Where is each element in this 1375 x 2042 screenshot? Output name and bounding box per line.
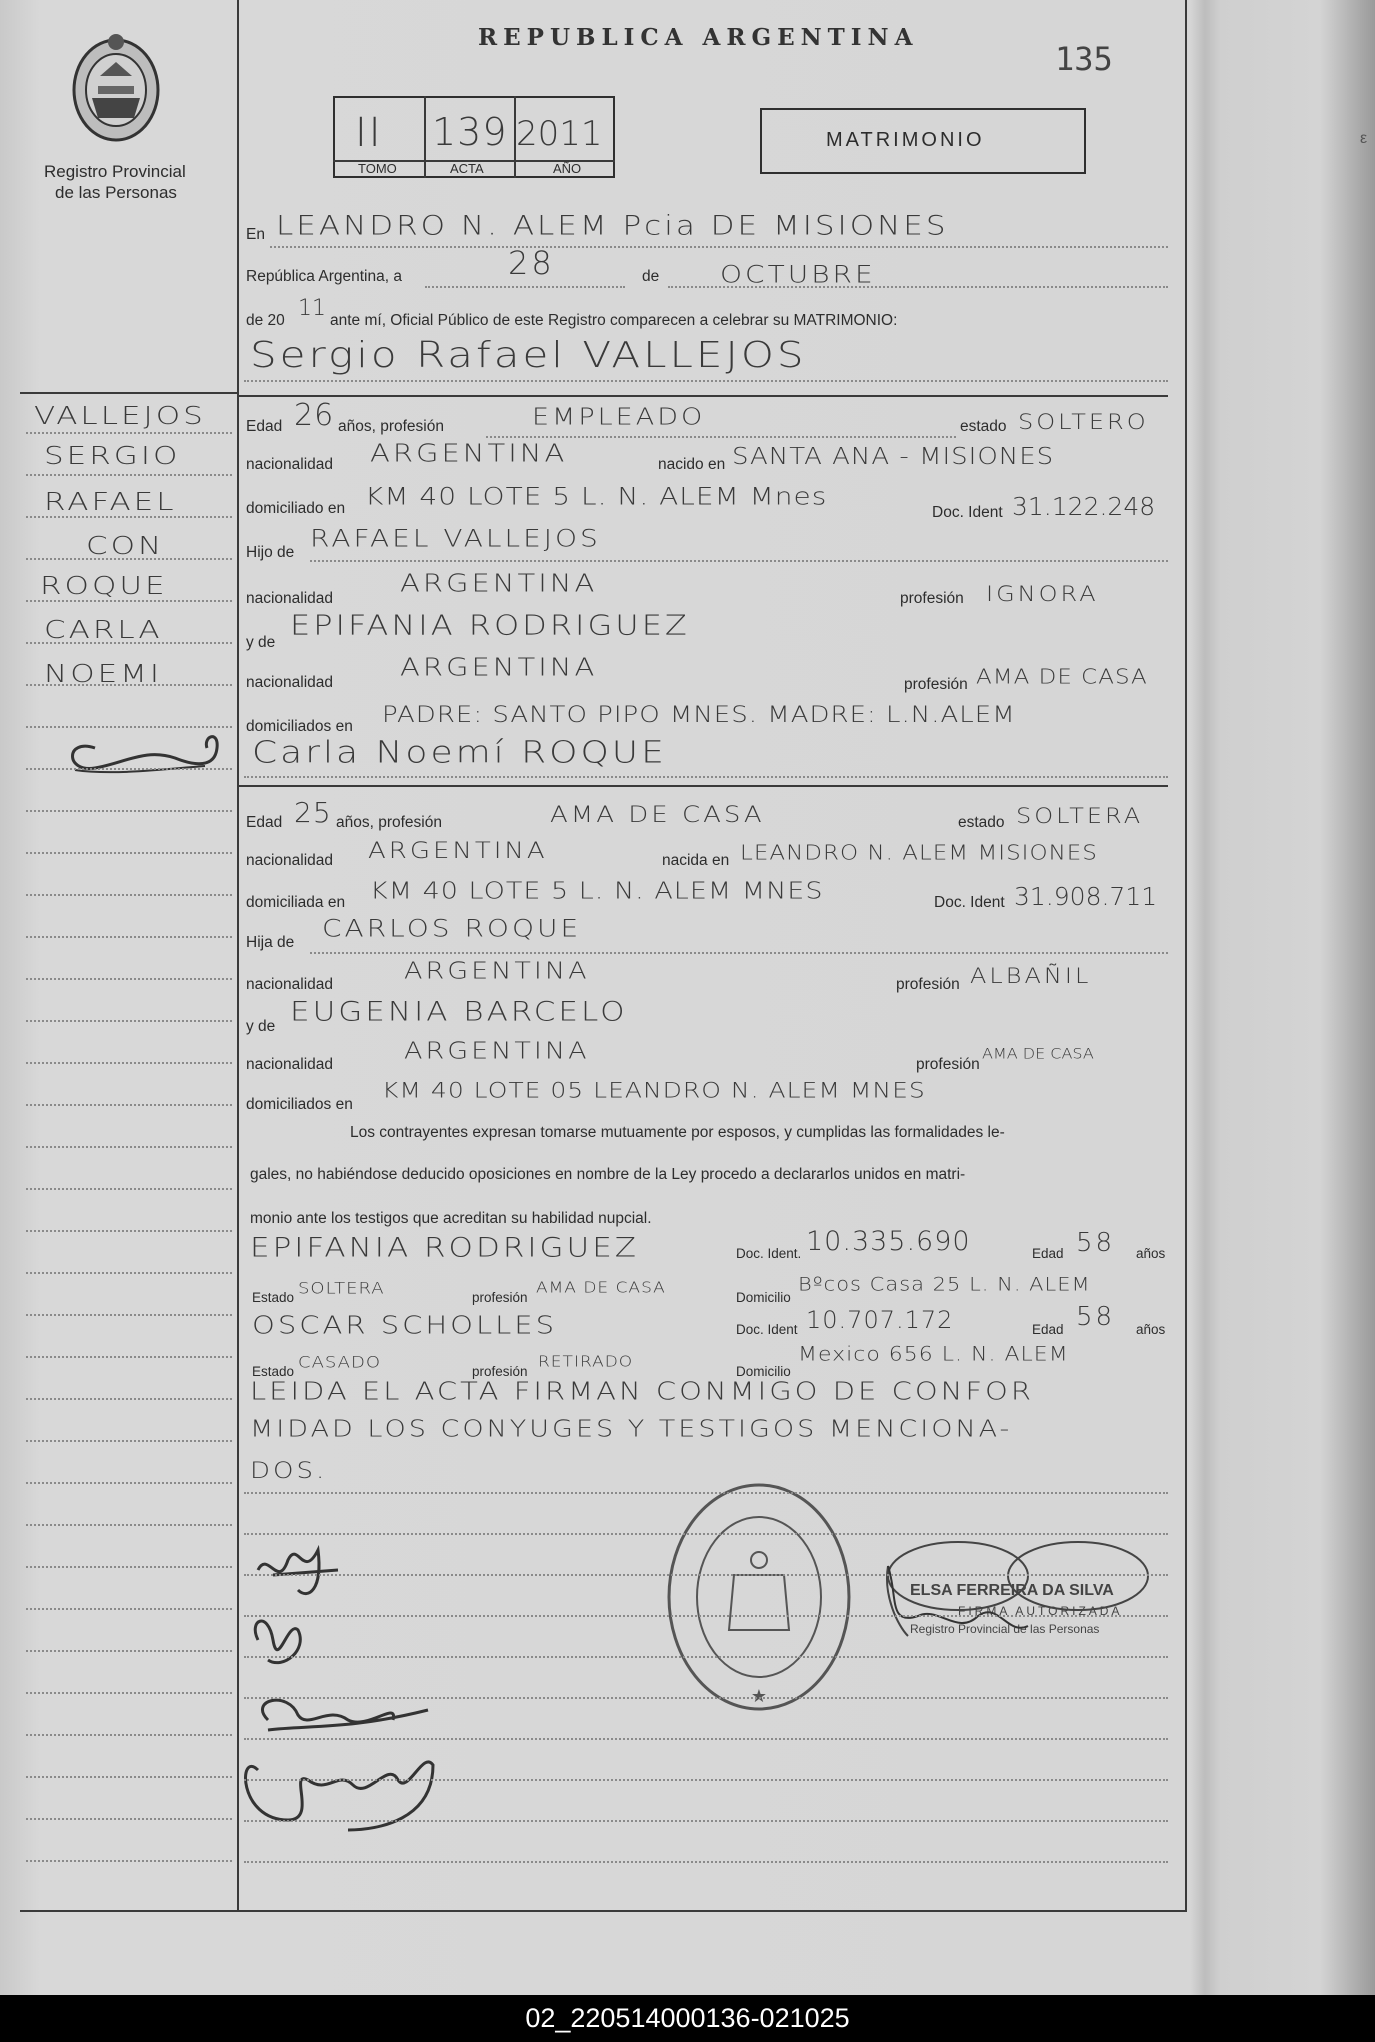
bride-section-rule — [238, 785, 1168, 787]
scan-code: 02_220514000136-021025 — [525, 2003, 850, 2033]
anio-label: AÑO — [553, 161, 582, 176]
record-type: MATRIMONIO — [826, 129, 985, 151]
declaration-line2: gales, no habiéndose deducido oposiciones en nombre de la Ley procedo a declararlos unidos en matri- — [250, 1166, 966, 1183]
bride-nacionalidad: ARGENTINA — [368, 838, 548, 864]
witness-estado-label: Estado — [252, 1290, 295, 1305]
witness2-estado: CASADO — [298, 1353, 381, 1372]
witness1-edad: 58 — [1076, 1228, 1116, 1258]
bride-madre: EUGENIA BARCELO — [290, 996, 628, 1028]
groom-madre-nac: ARGENTINA — [400, 652, 598, 682]
hija-label: Hija de — [246, 934, 295, 951]
doc-ident-label: Doc. Ident — [934, 894, 1005, 911]
official-office: Registro Provincial de las Personas — [910, 1622, 1100, 1636]
witness-doc-label: Doc. Ident — [736, 1322, 798, 1337]
margin-ruled-line — [26, 1230, 232, 1232]
closing-line1: LEIDA EL ACTA FIRMAN CONMIGO DE CONFOR — [250, 1376, 1035, 1406]
margin-name-line: VALLEJOS — [34, 401, 206, 431]
closing-line2: MIDAD LOS CONYUGES Y TESTIGOS MENCIONA- — [250, 1416, 1013, 1443]
yde-label: y de — [246, 634, 276, 651]
tomo-divider — [424, 96, 426, 178]
right-page-border — [1185, 0, 1187, 1912]
groom-padres-domicilio: PADRE: SANTO PIPO MNES. MADRE: L.N.ALEM — [382, 702, 1016, 728]
anos-profesion-label: años, profesión — [338, 418, 444, 435]
bride-padres-domicilio: KM 40 LOTE 05 LEANDRO N. ALEM MNES — [382, 1078, 926, 1103]
intro-statement: ante mí, Oficial Público de este Registro comparecen a celebrar su MATRIMONIO: — [330, 312, 898, 329]
margin-ruled-line — [26, 1566, 232, 1568]
page-ruled-line — [244, 1861, 1168, 1863]
country-title: REPUBLICA ARGENTINA — [478, 24, 919, 51]
domiciliados-label: domiciliados en — [246, 1096, 353, 1113]
acta-value: 139 — [432, 110, 508, 154]
page-ruled-line — [244, 1738, 1168, 1740]
anos-profesion-label: años, profesión — [336, 814, 442, 831]
padre-prof-label: profesión — [896, 976, 960, 993]
groom-section-rule — [238, 395, 1168, 397]
witness2-edad: 58 — [1076, 1302, 1116, 1332]
madre-nac-label: nacionalidad — [246, 1056, 334, 1073]
witness-edad-label: Edad — [1032, 1322, 1064, 1337]
margin-name-line: CON — [86, 531, 165, 561]
margin-ruled-line — [26, 1524, 232, 1526]
bride-domicilio: KM 40 LOTE 5 L. N. ALEM MNES — [370, 878, 824, 905]
nacida-label: nacida en — [662, 852, 730, 869]
witness2-name: OSCAR SCHOLLES — [252, 1310, 558, 1340]
bride-estado: SOLTERA — [1016, 803, 1144, 829]
margin-ruled-line — [26, 1398, 232, 1400]
bride-padre-line — [310, 952, 1168, 954]
official-name: ELSA FERREIRA DA SILVA — [910, 1582, 1114, 1599]
groom-padre-prof: IGNORA — [986, 581, 1099, 607]
scan-footer — [0, 1995, 1375, 2042]
margin-ruled-line — [26, 978, 232, 980]
edad-label: Edad — [246, 418, 283, 435]
margin-ruled-line — [26, 558, 232, 560]
groom-edad: 26 — [294, 398, 335, 433]
margin-name-line: CARLA — [44, 615, 163, 645]
witness2-profesion: RETIRADO — [538, 1353, 634, 1371]
folio-number: 135 — [1055, 40, 1113, 78]
bride-madre-prof: AMA DE CASA — [982, 1044, 1094, 1063]
padre-nac-label: nacionalidad — [246, 976, 334, 993]
witness1-doc: 10.335.690 — [806, 1226, 971, 1257]
estado-label: estado — [960, 418, 1007, 435]
bride-edad: 25 — [294, 796, 332, 829]
bride-profesion: AMA DE CASA — [550, 802, 765, 828]
page-ruled-line — [244, 1820, 1168, 1822]
official-signature-icon — [878, 1546, 1038, 1646]
month-value: OCTUBRE — [720, 260, 876, 289]
witness-estado-label: Estado — [252, 1364, 295, 1379]
groom-nacido-en: SANTA ANA - MISIONES — [732, 443, 1055, 471]
doc-ident-label: Doc. Ident — [932, 504, 1003, 521]
closing-line3: DOS. — [250, 1458, 328, 1484]
margin-ruled-line — [26, 1356, 232, 1358]
domiciliado-label: domiciliado en — [246, 500, 346, 517]
witness2-doc: 10.707.172 — [806, 1306, 954, 1334]
provincial-crest-icon — [62, 28, 170, 146]
padre-line — [310, 560, 1168, 562]
margin-ruled-line — [26, 516, 232, 518]
groom-profesion: EMPLEADO — [532, 404, 706, 431]
madre-prof-label: profesión — [916, 1056, 980, 1073]
margin-name-line: RAFAEL — [44, 487, 177, 517]
groom-doc: 31.122.248 — [1012, 492, 1156, 521]
tomo-label: TOMO — [358, 161, 397, 176]
margin-name-line: NOEMI — [44, 659, 163, 689]
witness-edad-label: Edad — [1032, 1246, 1064, 1261]
margin-top-rule — [20, 392, 238, 394]
witness-domicilio-label: Domicilio — [736, 1290, 791, 1305]
place-value: LEANDRO N. ALEM Pcia DE MISIONES — [276, 210, 949, 242]
de-label: de — [642, 268, 660, 285]
margin-ruled-line — [26, 1608, 232, 1610]
groom-padre-nac: ARGENTINA — [400, 568, 598, 598]
year-prefix: de 20 — [246, 312, 285, 329]
svg-text:★: ★ — [750, 1686, 768, 1707]
page-ruled-line — [244, 1656, 1168, 1658]
domiciliada-label: domiciliada en — [246, 894, 346, 911]
witness-doc-label: Doc. Ident. — [736, 1246, 802, 1261]
page-ruled-line — [244, 1533, 1168, 1535]
padre-nac-label: nacionalidad — [246, 590, 334, 607]
margin-name-line: SERGIO — [44, 441, 181, 471]
signature-group-icon — [228, 1530, 448, 1850]
day-line — [425, 286, 625, 288]
declaration-line1: Los contrayentes expresan tomarse mutuamente por esposos, y cumplidas las formalidades le- — [350, 1124, 1005, 1141]
bride-madre-nac: ARGENTINA — [404, 1038, 590, 1065]
witness1-estado: SOLTERA — [298, 1279, 385, 1298]
margin-ruled-line — [26, 1482, 232, 1484]
day-value: 28 — [508, 244, 555, 282]
margin-ruled-line — [26, 1776, 232, 1778]
place-line — [270, 246, 1168, 248]
margin-ruled-line — [26, 642, 232, 644]
witness-anos-label: años — [1136, 1246, 1166, 1261]
bride-nacida-en: LEANDRO N. ALEM MISIONES — [740, 841, 1098, 865]
bride-doc: 31.908.711 — [1014, 882, 1158, 911]
bride-padre-nac: ARGENTINA — [404, 958, 590, 985]
groom-madre-prof: AMA DE CASA — [976, 665, 1148, 689]
acta-label: ACTA — [450, 161, 484, 176]
bottom-border — [20, 1910, 1186, 1912]
margin-ruled-line — [26, 600, 232, 602]
en-label: En — [246, 226, 265, 243]
margin-ruled-line — [26, 936, 232, 938]
witness-prof-label: profesión — [472, 1364, 528, 1379]
groom-full-name: Sergio Rafael VALLEJOS — [250, 333, 807, 376]
margin-ruled-line — [26, 894, 232, 896]
margin-ruled-line — [26, 1860, 232, 1862]
page-ruled-line — [244, 1615, 1168, 1617]
page-ruled-line — [244, 1574, 1168, 1576]
witness-anos-label: años — [1136, 1322, 1166, 1337]
bride-full-name: Carla Noemí ROQUE — [252, 735, 667, 770]
margin-ruled-line — [26, 810, 232, 812]
margin-ruled-line — [26, 474, 232, 476]
tomo-value: II — [355, 110, 383, 156]
margin-ruled-line — [26, 1650, 232, 1652]
page-ruled-line — [244, 1697, 1168, 1699]
groom-nacionalidad: ARGENTINA — [370, 438, 568, 468]
margin-ruled-line — [26, 1062, 232, 1064]
republica-label: República Argentina, a — [246, 268, 402, 285]
margin-ruled-line — [26, 432, 232, 434]
hijo-label: Hijo de — [246, 544, 295, 561]
groom-name-line — [244, 380, 1168, 382]
bride-padre: CARLOS ROQUE — [322, 914, 582, 943]
margin-ruled-line — [26, 852, 232, 854]
margin-ruled-line — [26, 684, 232, 686]
margin-ruled-line — [26, 1692, 232, 1694]
nacionalidad-label: nacionalidad — [246, 852, 334, 869]
declaration-line3: monio ante los testigos que acreditan su habilidad nupcial. — [250, 1210, 652, 1227]
groom-estado: SOLTERO — [1018, 409, 1149, 435]
margin-ruled-line — [26, 1020, 232, 1022]
nacido-label: nacido en — [658, 456, 726, 473]
madre-nac-label: nacionalidad — [246, 674, 334, 691]
margin-ruled-line — [26, 1272, 232, 1274]
edad-label: Edad — [246, 814, 283, 831]
groom-padre: RAFAEL VALLEJOS — [310, 524, 601, 553]
witness-prof-label: profesión — [472, 1290, 528, 1305]
witness1-profesion: AMA DE CASA — [536, 1279, 666, 1297]
witness2-domicilio: Mexico 656 L. N. ALEM — [798, 1343, 1069, 1366]
registry-name-line2: de las Personas — [55, 183, 177, 202]
margin-ruled-line — [26, 1146, 232, 1148]
anio-value: 2011 — [516, 114, 603, 154]
margin-ruled-line — [26, 1314, 232, 1316]
witness-domicilio-label: Domicilio — [736, 1364, 791, 1379]
official-role: FIRMA AUTORIZADA — [958, 1604, 1123, 1618]
page-ruled-line — [244, 1492, 1168, 1494]
margin-ruled-line — [26, 1818, 232, 1820]
margin-ruled-line — [26, 1734, 232, 1736]
witness1-domicilio: Bºcos Casa 25 L. N. ALEM — [798, 1273, 1091, 1295]
margin-ruled-line — [26, 1104, 232, 1106]
year-suffix: 11 — [298, 296, 326, 321]
page-ruled-line — [244, 1779, 1168, 1781]
nacionalidad-label: nacionalidad — [246, 456, 334, 473]
margin-ruled-line — [26, 1188, 232, 1190]
bride-padre-prof: ALBAÑIL — [970, 963, 1092, 989]
adjacent-page-mark: ε — [1360, 130, 1368, 147]
groom-domicilio: KM 40 LOTE 5 L. N. ALEM Mnes — [365, 482, 828, 511]
margin-ruled-line — [26, 768, 232, 770]
margin-name-line: ROQUE — [40, 571, 168, 601]
margin-ruled-line — [26, 726, 232, 728]
padre-prof-label: profesión — [900, 590, 964, 607]
bride-name-line — [244, 776, 1168, 778]
estado-label: estado — [958, 814, 1005, 831]
registry-seal-icon — [664, 1480, 854, 1715]
registry-name-line1: Registro Provincial — [44, 162, 186, 181]
madre-prof-label: profesión — [904, 676, 968, 693]
groom-madre: EPIFANIA RODRIGUEZ — [290, 608, 690, 642]
yde-label: y de — [246, 1018, 276, 1035]
witness1-name: EPIFANIA RODRIGUEZ — [250, 1232, 640, 1264]
domiciliados-label: domiciliados en — [246, 718, 353, 735]
margin-ruled-line — [26, 1440, 232, 1442]
